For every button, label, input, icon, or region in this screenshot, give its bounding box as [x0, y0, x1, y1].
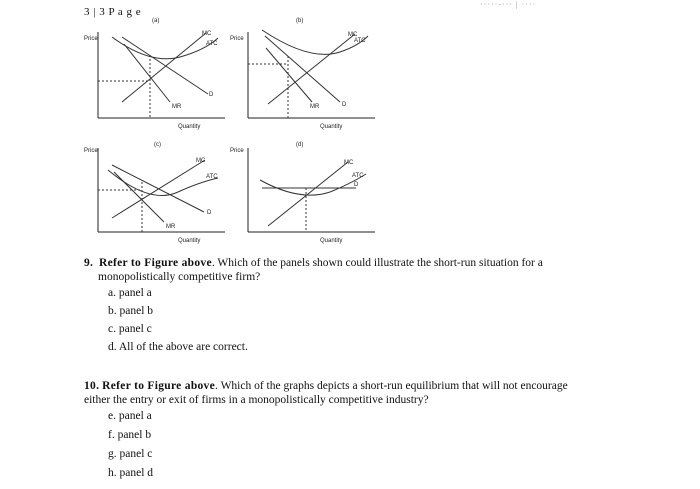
panel-c-atc-label: ATC — [206, 174, 218, 180]
panel-d-letter: (d) — [296, 142, 304, 148]
panel-a-letter: (a) — [152, 18, 160, 24]
panel-d-mc-curve — [268, 162, 348, 226]
question-9-line-1 — [84, 256, 543, 270]
panel-a-mr-label: MR — [172, 104, 182, 110]
panel-b-letter: (b) — [296, 18, 304, 24]
panel-a-mc-label: MC — [202, 31, 212, 37]
panel-c-d-label: D — [207, 210, 212, 216]
q10-option-g[interactable]: g. panel c — [108, 448, 153, 460]
panel-a-ylabel: Price — [84, 36, 98, 42]
panel-c-xlabel: Quantity — [178, 238, 201, 244]
page-header: 3 | 3 P a g e — [84, 6, 142, 18]
panel-b-ylabel: Price — [230, 36, 244, 42]
panel-b-d-label: D — [342, 102, 347, 108]
q10-option-h[interactable]: h. panel d — [108, 467, 154, 479]
panel-b-mr-label: MR — [310, 104, 320, 110]
panel-a-xlabel: Quantity — [178, 124, 201, 130]
question-10-text-1: . Which of the graphs depicts a short-run equilibrium that will not encourage — [215, 380, 568, 392]
panel-a-atc-curve — [112, 37, 218, 59]
panel-d-atc-curve — [260, 174, 366, 195]
panel-c — [84, 142, 225, 244]
q9-option-c[interactable]: c. panel c — [108, 323, 152, 335]
question-10-text-2: either the entry or exit of firms in a monopolistically competitive industry? — [84, 394, 429, 406]
q10-option-e[interactable]: e. panel a — [108, 410, 152, 422]
panel-a-d-label: D — [209, 92, 214, 98]
q9-option-d[interactable]: d. All of the above are correct. — [108, 341, 248, 353]
panel-a-demand-curve — [122, 37, 208, 94]
question-10-lead: Refer to Figure above — [102, 380, 216, 392]
panel-a — [84, 18, 225, 130]
panel-c-mc-label: MC — [196, 158, 206, 164]
panel-b — [230, 18, 375, 130]
question-9-lead: Refer to Figure above — [98, 257, 212, 269]
question-9-text-2: monopolistically competitive firm? — [98, 271, 261, 283]
header-mark: ·····-··· | ···· — [480, 0, 537, 9]
panel-a-mc-curve — [122, 33, 206, 102]
panel-c-demand-curve — [112, 165, 204, 212]
question-10-line-1 — [84, 379, 568, 393]
panel-d-xlabel: Quantity — [320, 238, 343, 244]
panel-d-ylabel: Price — [230, 148, 244, 154]
panel-d-mc-label: MC — [344, 160, 354, 166]
panel-b-demand-curve — [265, 36, 340, 102]
question-9-text-1: . Which of the panels shown could illustrate the short-run situation for a — [211, 257, 543, 269]
panel-b-mc-curve — [268, 34, 355, 104]
panel-d-d-label: D — [354, 182, 359, 188]
panel-a-atc-label: ATC — [206, 41, 218, 47]
panel-c-ylabel: Price — [84, 148, 98, 154]
panel-a-mr-curve — [124, 44, 170, 102]
question-10-number: 10. — [84, 380, 100, 392]
q9-option-b[interactable]: b. panel b — [108, 305, 154, 317]
panel-c-mr-label: MR — [166, 224, 176, 230]
panel-d-atc-label: ATC — [352, 173, 364, 179]
panel-b-xlabel: Quantity — [320, 124, 343, 130]
panel-b-atc-label: ATC — [354, 38, 366, 44]
panel-b-mr-curve — [266, 48, 312, 102]
q9-option-a[interactable]: a. panel a — [108, 287, 152, 299]
panel-b-mc-label: MC — [348, 32, 358, 38]
panel-d — [230, 142, 375, 244]
panel-c-letter: (c) — [154, 142, 161, 148]
question-9-number: 9. — [84, 257, 94, 269]
panel-c-mr-curve — [114, 172, 164, 222]
q10-option-f[interactable]: f. panel b — [108, 429, 152, 441]
